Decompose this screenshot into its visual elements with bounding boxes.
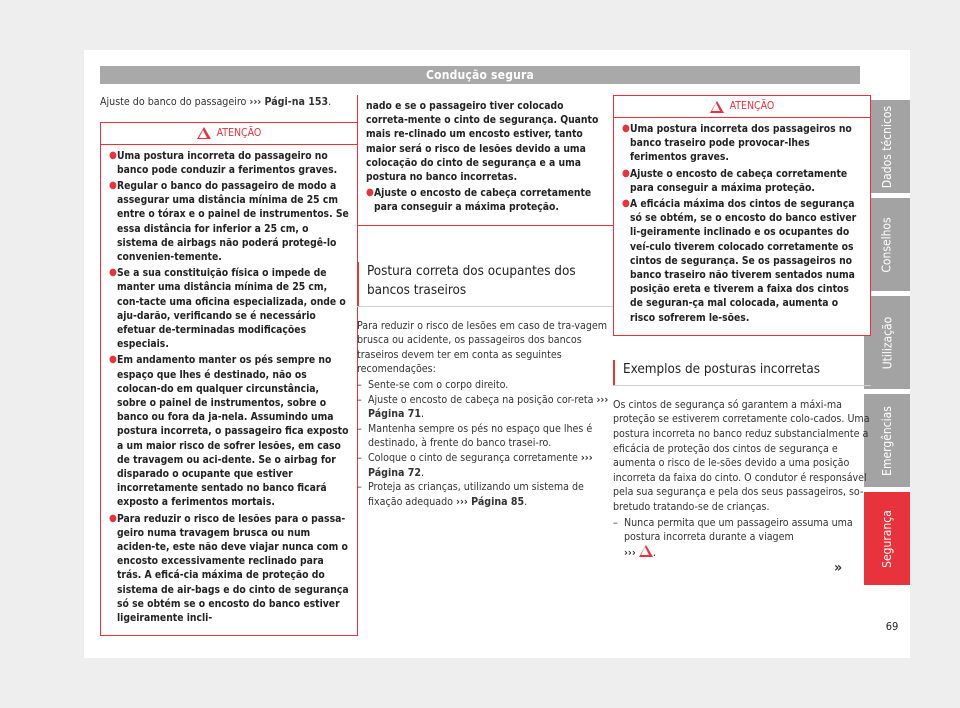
column-1	[100, 95, 358, 636]
warning-box-continued	[357, 95, 615, 226]
tab-label: Segurança	[880, 509, 894, 568]
warning-item	[109, 353, 351, 509]
page-reference-link[interactable]: ››› Página 71	[368, 393, 609, 421]
warning-icon	[197, 127, 211, 139]
column-2	[357, 95, 615, 509]
dash-icon: –	[357, 422, 362, 435]
warning-text: Ajuste o encosto de cabeça corretamente para conseguir a máxima proteção.	[630, 167, 848, 194]
warning-text: Regular o banco do passageiro de modo a assegurar uma distância mínima de 25 cm entre o tórax e o painel de instrumentos. Se essa distância for inferior a 25 cm, o sistema de airbags não poderá protegê-lo convenien-temente.	[117, 180, 349, 264]
warning-item	[109, 266, 351, 351]
page-header: Condução segura	[100, 66, 860, 84]
bullet-icon: ●	[109, 267, 117, 279]
tab-label: Emergências	[880, 405, 895, 476]
bullet-icon: ●	[622, 167, 630, 179]
bullet-icon: ●	[622, 123, 630, 134]
tab-label: Dados técnicos	[880, 105, 895, 188]
continue-mark: »	[834, 560, 843, 576]
dash-icon: –	[357, 379, 362, 391]
tab-label: Utilização	[880, 316, 895, 369]
warning-item	[109, 149, 351, 177]
warning-text: Se a sua constituição física o impede de manter uma distância mínima de 25 cm, con-tacte uma oficina especializada, onde o aju-darão, verificando se é necessário efetuar de-terminadas modificações especiais.	[117, 267, 346, 351]
dash-icon: –	[613, 516, 618, 529]
bullet-icon: ●	[109, 512, 117, 524]
warning-icon	[710, 101, 724, 113]
list-text: Coloque o cinto de segurança corretamente	[368, 451, 578, 464]
page-reference-link[interactable]: ››› Página 72	[368, 451, 593, 479]
warning-box	[613, 95, 871, 336]
page-reference-link[interactable]: ›››	[624, 546, 636, 559]
warning-header	[614, 96, 870, 118]
warning-item	[366, 186, 608, 214]
tab-label: Conselhos	[880, 216, 894, 273]
list-item: – Ajuste o encosto de cabeça na posição cor-reta ››› Página 71.	[357, 393, 609, 421]
dash-icon: –	[357, 451, 362, 464]
bullet-icon: ●	[622, 198, 630, 210]
page-reference-link[interactable]: ››› Página 85	[456, 495, 525, 508]
page-reference-link[interactable]: ››› Pági-na 153	[249, 96, 329, 108]
warning-text: Uma postura incorreta dos passageiros no banco traseiro pode provocar-lhes ferimentos graves.	[630, 123, 852, 164]
warning-header	[101, 123, 357, 145]
warning-item	[622, 197, 864, 325]
list-text: Mantenha sempre os pés no espaço que lhes é destinado, à frente do banco trasei-ro.	[368, 422, 593, 450]
list-text: Sente-se com o corpo direito.	[368, 379, 509, 391]
list-item: – Coloque o cinto de segurança corretamente ››› Página 72.	[357, 451, 593, 479]
section-title: Postura correta dos ocupantes dos bancos traseiros	[357, 262, 615, 307]
page-number: 69	[885, 620, 899, 633]
warning-item	[622, 122, 864, 165]
warning-text: Para reduzir o risco de lesões para o passa-geiro numa travagem brusca ou num aciden-te, este não deve viajar nunca com o encosto excessivamente reclinado para trás. A eficá-cia máxima de proteção do sistema de air-bags e do cinto de segurança só se obtém se o encosto do banco estiver ligeiramente incli-	[117, 512, 349, 625]
bullet-icon: ●	[109, 354, 117, 366]
dash-icon: –	[357, 393, 362, 406]
intro-text	[100, 95, 358, 110]
warning-icon	[639, 545, 653, 557]
warning-text: Ajuste o encosto de cabeça corretamente para conseguir a máxima proteção.	[374, 187, 592, 214]
warning-item	[622, 167, 864, 195]
warning-text: Em andamento manter os pés sempre no espaço que lhes é destinado, não os colocan-do em qualquer circunstância, sobre o painel de instrumentos, sobre o banco ou fora da ja-nela. Assumindo uma postura incorreta, o passageiro fica exposto a um maior risco de sofrer lesões, em caso de travagem ou aci-dente. Se o airbag for disparado o ocupante que estiver incorretamente sentado no banco ficará exposto a ferimentos mortais.	[117, 354, 349, 509]
list-text: Nunca permita que um passageiro assuma uma postura incorreta durante a viagem	[624, 516, 853, 544]
section-title: Exemplos de posturas incorretas	[613, 360, 871, 386]
warning-box	[100, 122, 358, 637]
bullet-icon: ●	[109, 180, 117, 191]
dash-icon: –	[357, 481, 362, 494]
intro-end: .	[328, 96, 332, 108]
bullet-icon: ●	[366, 187, 374, 199]
warning-item	[109, 512, 351, 626]
column-3	[613, 95, 871, 560]
list-text: Ajuste o encosto de cabeça na posição cor-reta	[368, 393, 594, 406]
warning-text: nado e se o passageiro tiver colocado correta-mente o cinto de segurança. Quanto mais re-clinado um encosto estiver, tanto maior será o risco de lesões devido a uma colocação do cinto de segurança e a uma postura no banco incorretas.	[366, 100, 599, 184]
warning-text: A eficácia máxima dos cintos de segurança só se obtém, se o encosto do banco estiver li-geiramente inclinado e os ocupantes do veí-culo tiverem colocado corretamente os cintos de segurança. Se os passageiros no banco traseiro não tiverem sentados numa posição ereta e tiverem a faixa dos cintos de seguran-ça mal colocada, aumenta o risco sofrerem le-sões.	[630, 198, 857, 324]
list-item	[357, 422, 615, 451]
intro-line: Ajuste do banco do passageiro	[100, 96, 247, 108]
warning-label: ATENÇÃO	[729, 100, 775, 113]
paragraph: Os cintos de segurança só garantem a máxi-ma proteção se estiverem corretamente colo-cados. Uma postura incorreta no banco reduz substancialmente a eficácia de proteção dos cintos de segurança e aumenta o risco de le-sões devido a uma posição incorreta da faixa do cinto. O condutor é responsável pela sua segurança e pela dos seus passageiros, so-bretudo tratando-se de crianças.	[613, 398, 870, 513]
warning-text: Uma postura incorreta do passageiro no banco pode conduzir a ferimentos graves.	[117, 149, 338, 176]
list-text: Proteja as crianças, utilizando um sistema de fixação adequado	[368, 481, 584, 508]
list-item: – Proteja as crianças, utilizando um sistema de fixação adequado ››› Página 85.	[357, 481, 584, 508]
list-item: – Nunca permita que um passageiro assuma uma postura incorreta durante a viagem ››› .	[613, 516, 853, 559]
list-item	[357, 378, 615, 393]
warning-item	[109, 179, 351, 264]
paragraph: Para reduzir o risco de lesões em caso de tra-vagem brusca ou acidente, os passageiros dos bancos traseiros devem ter em conta as seguintes recomendações:	[357, 319, 608, 376]
bullet-icon: ●	[109, 149, 117, 161]
warning-label: ATENÇÃO	[216, 126, 262, 139]
